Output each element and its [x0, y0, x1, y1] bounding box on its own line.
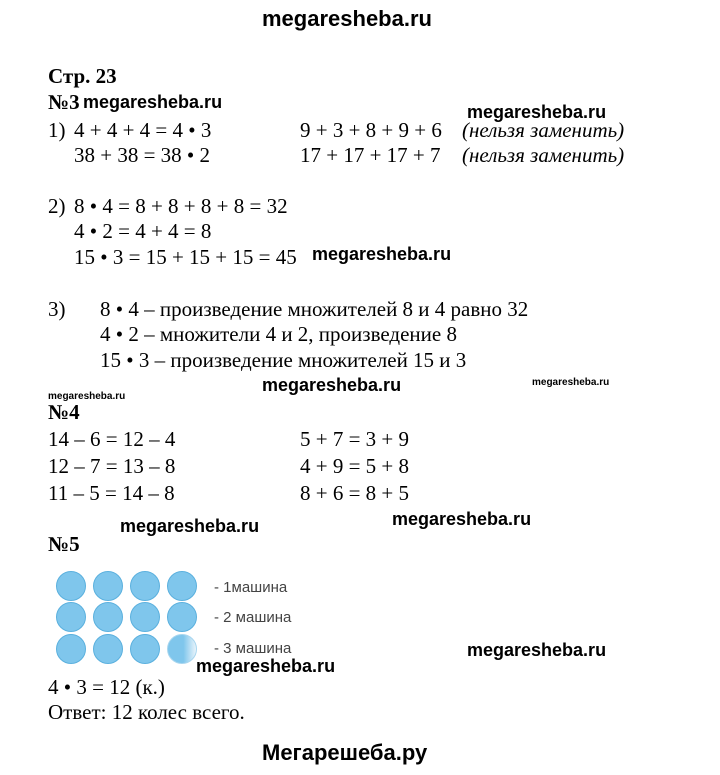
wheel-icon — [167, 602, 197, 632]
wheel-icon — [93, 602, 123, 632]
wheel-icon — [130, 571, 160, 601]
task4-right-line: 8 + 6 = 8 + 5 — [300, 481, 410, 505]
task3-p1-right-line: 9 + 3 + 8 + 9 + 6 — [300, 118, 442, 142]
task5-answer: Ответ: 12 колес всего. — [48, 700, 245, 724]
wheel-icon — [93, 634, 123, 664]
task3-p3-line: 15 • 3 – произведение множителей 15 и 3 — [100, 348, 467, 372]
watermark: megaresheba.ru — [196, 656, 336, 676]
wheel-icon — [56, 602, 86, 632]
task5-equation: 4 • 3 = 12 (к.) — [48, 675, 165, 699]
legend-label: - 2 машина — [214, 609, 292, 626]
wheel-icon — [130, 634, 160, 664]
page-label: Стр. 23 — [48, 64, 117, 88]
task3-p2-marker: 2) — [48, 194, 66, 218]
task4-number: №4 — [48, 400, 80, 424]
task3-p1-marker: 1) — [48, 118, 66, 142]
watermark: megaresheba.ru — [120, 516, 260, 536]
task4-right-line: 5 + 7 = 3 + 9 — [300, 427, 410, 451]
watermark: megaresheba.ru — [262, 375, 402, 395]
legend-label: - 3 машина — [214, 640, 292, 657]
wheel-icon — [93, 571, 123, 601]
task3-p3-marker: 3) — [48, 297, 66, 321]
wheel-icon — [167, 634, 197, 664]
task3-p1-line: 4 + 4 + 4 = 4 • 3 — [74, 118, 212, 142]
task3-p1-note: (нельзя заменить) — [462, 118, 625, 142]
legend-label: - 1машина — [214, 579, 288, 596]
task3-number: №3 — [48, 90, 80, 114]
watermark: megaresheba.ru — [48, 391, 126, 402]
task3-p3-line: 8 • 4 – произведение множителей 8 и 4 равно 32 — [100, 297, 529, 321]
wheel-icon — [56, 634, 86, 664]
wheel-icon — [130, 602, 160, 632]
site-header: megaresheba.ru — [262, 6, 432, 31]
task4-left-line: 12 – 7 = 13 – 8 — [48, 454, 176, 478]
watermark: megaresheba.ru — [312, 244, 452, 264]
watermark: megaresheba.ru — [532, 377, 610, 388]
wheel-icon — [167, 571, 197, 601]
task3-p3-line: 4 • 2 – множители 4 и 2, произведение 8 — [100, 322, 457, 346]
task4-left-line: 11 – 5 = 14 – 8 — [48, 481, 175, 505]
task3-p2-line: 15 • 3 = 15 + 15 + 15 = 45 — [74, 245, 297, 269]
watermark: megaresheba.ru — [392, 509, 532, 529]
task4-right-line: 4 + 9 = 5 + 8 — [300, 454, 410, 478]
task4-left-line: 14 – 6 = 12 – 4 — [48, 427, 176, 451]
task3-p1-note: (нельзя заменить) — [462, 143, 625, 167]
site-footer: Мегарешеба.ру — [262, 740, 428, 765]
watermark: megaresheba.ru — [467, 640, 607, 660]
task3-p1-right-line: 17 + 17 + 17 + 7 — [300, 143, 441, 167]
wheel-icon — [56, 571, 86, 601]
watermark: megaresheba.ru — [83, 92, 223, 112]
task3-p1-line: 38 + 38 = 38 • 2 — [74, 143, 211, 167]
task3-p2-line: 4 • 2 = 4 + 4 = 8 — [74, 219, 212, 243]
watermark: megaresheba.ru — [467, 102, 607, 122]
task5-number: №5 — [48, 532, 80, 556]
task3-p2-line: 8 • 4 = 8 + 8 + 8 + 8 = 32 — [74, 194, 288, 218]
